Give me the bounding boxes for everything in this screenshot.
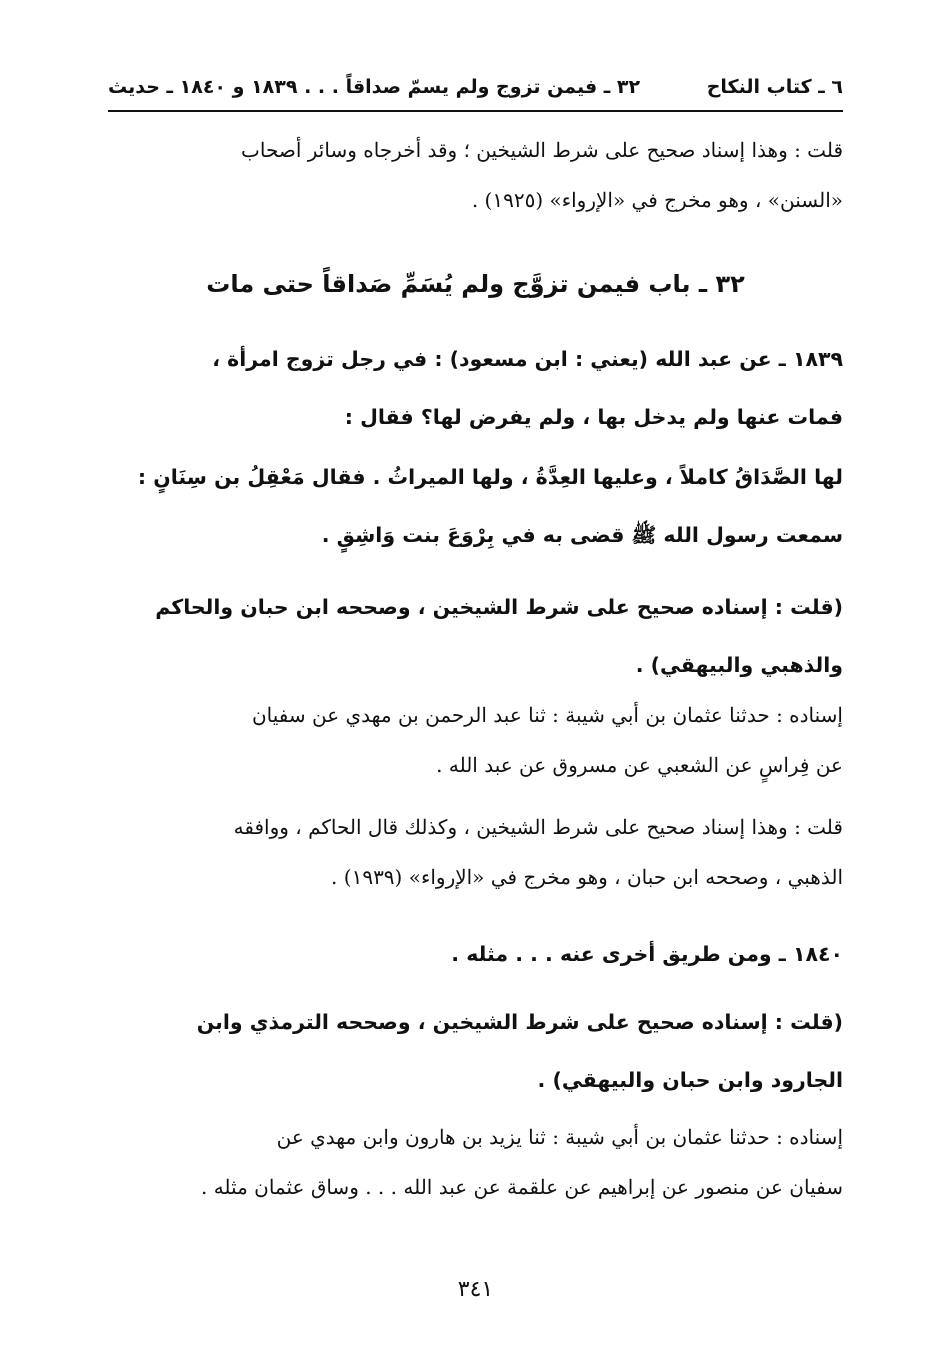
isnad-1839 [108,690,843,790]
hadith-1839-line-3: لها الصَّدَاقُ كاملاً ، وعليها العِدَّةُ ، ولها الميراثُ . فقال مَعْقِلُ بن سِنَانٍ : [137,465,843,489]
hadith-1839 [108,330,843,446]
isnad-1839-line-1: إسناده : حدثنا عثمان بن أبي شيبة : ثنا عبد الرحمن بن مهدي عن سفيان [251,703,843,727]
isnad-1839-line-2: عن فِراسٍ عن الشعبي عن مسروق عن عبد الله . [436,753,843,777]
chapter-title: ٣٢ ـ باب فيمن تزوَّج ولم يُسَمِّ صَداقاً حتى مات [206,270,745,298]
grading-1839-line-2: والذهبي والبيهقي) . [635,653,843,677]
isnad-1840 [108,1112,843,1212]
header-book-title: ٦ ـ كتاب النكاح [706,76,843,98]
grading-1840 [108,993,843,1109]
grading-1840-line-1: (قلت : إسناده صحيح على شرط الشيخين ، وصححه الترمذي وابن [196,1010,843,1034]
hadith-1839-text [108,448,843,564]
grading-1839 [108,578,843,694]
hadith-1839-line-1: ١٨٣٩ ـ عن عبد الله (يعني : ابن مسعود) : في رجل تزوج امرأة ، [212,347,843,371]
intro-note-line-1: قلت : وهذا إسناد صحيح على شرط الشيخين ؛ وقد أخرجاه وسائر أصحاب [241,138,843,162]
hadith-1839-line-4: سمعت رسول الله ﷺ قضى به في بِرْوَعَ بنت وَاشِقٍ . [321,523,843,547]
hadith-1840 [108,925,843,983]
hadith-1839-line-2: فمات عنها ولم يدخل بها ، ولم يفرض لها؟ فقال : [344,405,843,429]
hadith-1840-line: ١٨٤٠ ـ ومن طريق أخرى عنه . . . مثله . [451,942,843,966]
grading-1840-line-2: الجارود وابن حبان والبيهقي) . [537,1068,843,1092]
comment-1839-line-2: الذهبي ، وصححه ابن حبان ، وهو مخرج في «الإرواء» (١٩٣٩) . [331,865,843,889]
grading-1839-line-1: (قلت : إسناده صحيح على شرط الشيخين ، وصححه ابن حبان والحاكم [155,595,843,619]
comment-1839 [108,802,843,902]
header-divider [108,110,843,112]
intro-note [108,125,843,225]
intro-note-line-2: «السنن» ، وهو مخرج في «الإرواء» (١٩٢٥) . [471,188,843,212]
isnad-1840-line-1: إسناده : حدثنا عثمان بن أبي شيبة : ثنا يزيد بن هارون وابن مهدي عن [276,1125,843,1149]
page-number: ٣٤١ [457,1277,494,1302]
comment-1839-line-1: قلت : وهذا إسناد صحيح على شرط الشيخين ، وكذلك قال الحاكم ، ووافقه [233,815,843,839]
isnad-1840-line-2: سفيان عن منصور عن إبراهيم عن علقمة عن عبد الله . . . وساق عثمان مثله . [200,1175,843,1199]
header-chapter-range: ٣٢ ـ فيمن تزوج ولم يسمّ صداقاً . . . ١٨٣٩ و ١٨٤٠ ـ حديث [108,76,641,98]
running-header [108,70,843,104]
